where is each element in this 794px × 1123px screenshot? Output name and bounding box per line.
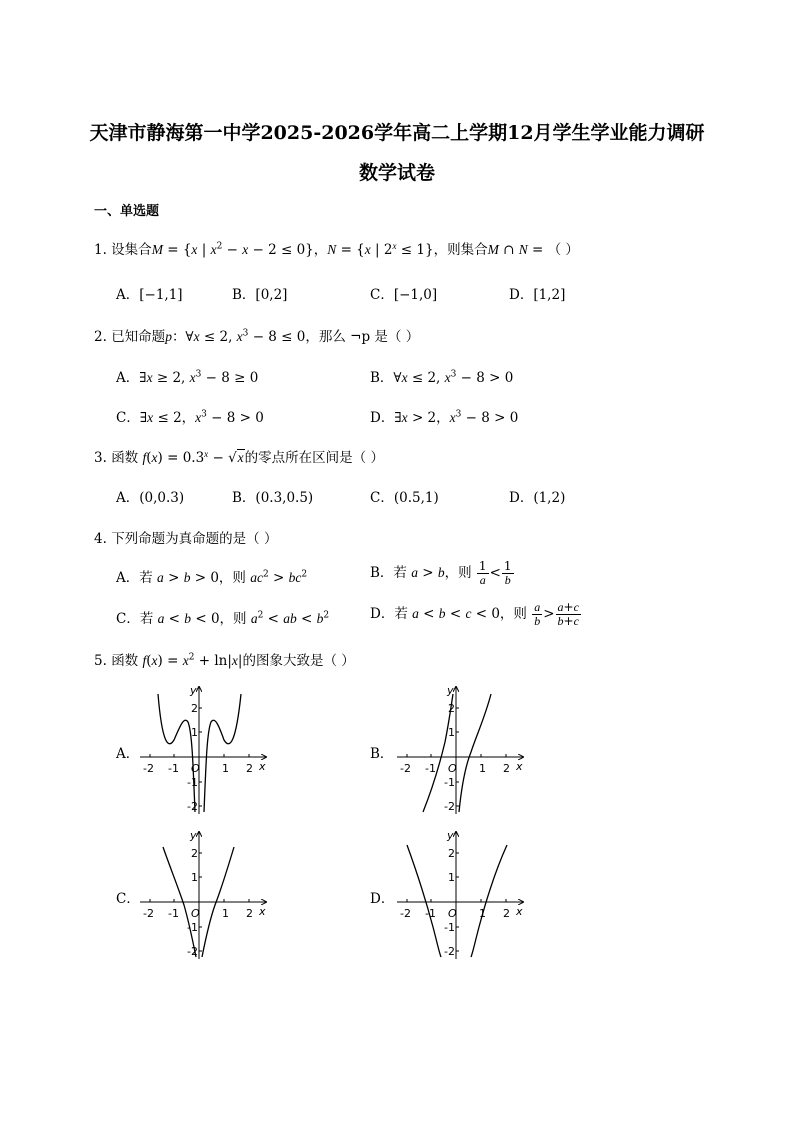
svg-text:-1: -1 (444, 776, 455, 789)
q5-option-c-label: C． (116, 891, 140, 907)
question-number: 1. (94, 242, 107, 258)
svg-text:O: O (191, 907, 200, 920)
svg-text:O: O (448, 907, 457, 920)
svg-text:-1: -1 (168, 907, 179, 920)
svg-text:-2: -2 (400, 762, 411, 775)
svg-text:-2: -2 (187, 945, 198, 958)
exam-title-line2: 数学试卷 (358, 162, 435, 184)
q1-option-b: B．[0,2] (232, 287, 288, 303)
curve-right (471, 845, 507, 957)
question-1: 1. 设集合M = {x | $x^2 - x - 2 \le 0$}，N = {x | $2^x \le 1$}，则集合M ∩ N = （ ） (94, 240, 579, 258)
q2-option-c: C．∃x ≤ 2，$x^3 - 8 > 0$ (116, 409, 264, 426)
svg-text:1: 1 (479, 762, 486, 775)
svg-text:x: x (516, 905, 523, 918)
x-axis-label: x (259, 760, 266, 773)
q3-option-a: A．(0,0.3) (116, 490, 185, 506)
x-tick-neg1: -1 (168, 762, 179, 775)
svg-text:-2: -2 (444, 945, 455, 958)
q4-option-a: A．若 a > b > 0，则 $ac^2 > bc^2$ (116, 569, 308, 586)
svg-text:-1: -1 (187, 921, 198, 934)
curve-left (407, 845, 441, 957)
svg-text:-2: -2 (143, 907, 154, 920)
q1-option-d: D．[1,2] (509, 287, 566, 303)
x-tick-neg2: -2 (143, 762, 154, 775)
x-tick-1: 1 (222, 762, 229, 775)
q5-option-a-label: A． (116, 746, 140, 762)
curve-left (158, 694, 195, 812)
q1-option-c: C．[−1,0] (370, 287, 438, 303)
x-tick-2: 2 (246, 762, 253, 775)
svg-text:-2: -2 (400, 907, 411, 920)
q4-option-d: D．若 a < b < c < 0，则 $\frac{a}{b}$ > $\frac{a+c}{b+c}$ (370, 600, 579, 628)
y-tick-1: 1 (191, 726, 198, 739)
q4-option-b: B．若 a > b，则 $\frac{1}{a}$ < $\frac{1}{b}$ (370, 559, 512, 587)
svg-text:-1: -1 (425, 907, 436, 920)
graph-option-c (138, 827, 270, 961)
q3-option-d: D．(1,2) (509, 490, 566, 506)
svg-text:-1: -1 (444, 921, 455, 934)
question-3: 3. 函数 $f(x) = 0.3^x - √x$的零点所在区间是（ ） (94, 448, 384, 466)
graph-option-a (138, 682, 270, 816)
question-4: 4. 下列命题为真命题的是（ ） (94, 531, 278, 547)
svg-text:O: O (448, 762, 457, 775)
curve-right (204, 694, 241, 812)
svg-text:x: x (516, 760, 523, 773)
svg-text:-1: -1 (425, 762, 436, 775)
graph-option-d (395, 827, 527, 961)
q2-option-d: D．∃x > 2，$x^3 - 8 > 0$ (370, 409, 519, 426)
origin-label: O (191, 762, 200, 775)
q4-option-c: C．若 a < b < 0，则 $a^2$ < ab < $b^2$ (116, 610, 330, 627)
svg-text:x: x (259, 905, 266, 918)
svg-text:2: 2 (246, 907, 253, 920)
svg-text:1: 1 (191, 871, 198, 884)
y-tick-neg2: -2 (187, 800, 198, 813)
svg-text:y: y (447, 684, 454, 697)
svg-text:y: y (447, 829, 454, 842)
svg-text:1: 1 (448, 871, 455, 884)
q3-option-b: B．(0.3,0.5) (232, 490, 314, 506)
svg-text:1: 1 (448, 726, 455, 739)
y-tick-neg1: -1 (187, 776, 198, 789)
q5-option-b-label: B． (370, 746, 394, 762)
exam-title-line1: 天津市静海第一中学2025-2026学年高二上学期12月学生学业能力调研 (89, 122, 705, 144)
q1-option-a: A．[−1,1] (116, 287, 183, 303)
q3-option-c: C．(0.5,1) (370, 490, 439, 506)
svg-text:y: y (190, 829, 197, 842)
y-tick-2: 2 (191, 702, 198, 715)
svg-text:2: 2 (448, 702, 455, 715)
q2-option-b: B．∀x ≤ 2, $x^3 - 8 > 0$ (370, 369, 514, 386)
y-axis-label: y (190, 684, 197, 697)
svg-text:-2: -2 (444, 800, 455, 813)
question-2: 2. 已知命题p：∀x ≤ 2, $x^3 - 8 \le 0$，那么 ¬p 是（ ） (94, 328, 420, 345)
question-5: 5. 函数 $f(x) = x^2 + \ln|x|$的图象大致是（ ） (94, 652, 355, 669)
q2-option-a: A．∃x ≥ 2, $x^3 - 8 \ge 0$ (116, 369, 259, 386)
svg-text:2: 2 (191, 847, 198, 860)
graph-option-b (395, 682, 527, 816)
svg-text:1: 1 (222, 907, 229, 920)
svg-text:1: 1 (479, 907, 486, 920)
svg-text:2: 2 (503, 762, 510, 775)
q5-option-d-label: D． (370, 891, 395, 907)
svg-text:2: 2 (503, 907, 510, 920)
curve-right (459, 694, 491, 812)
section-heading: 一、单选题 (94, 204, 160, 219)
svg-text:2: 2 (448, 847, 455, 860)
